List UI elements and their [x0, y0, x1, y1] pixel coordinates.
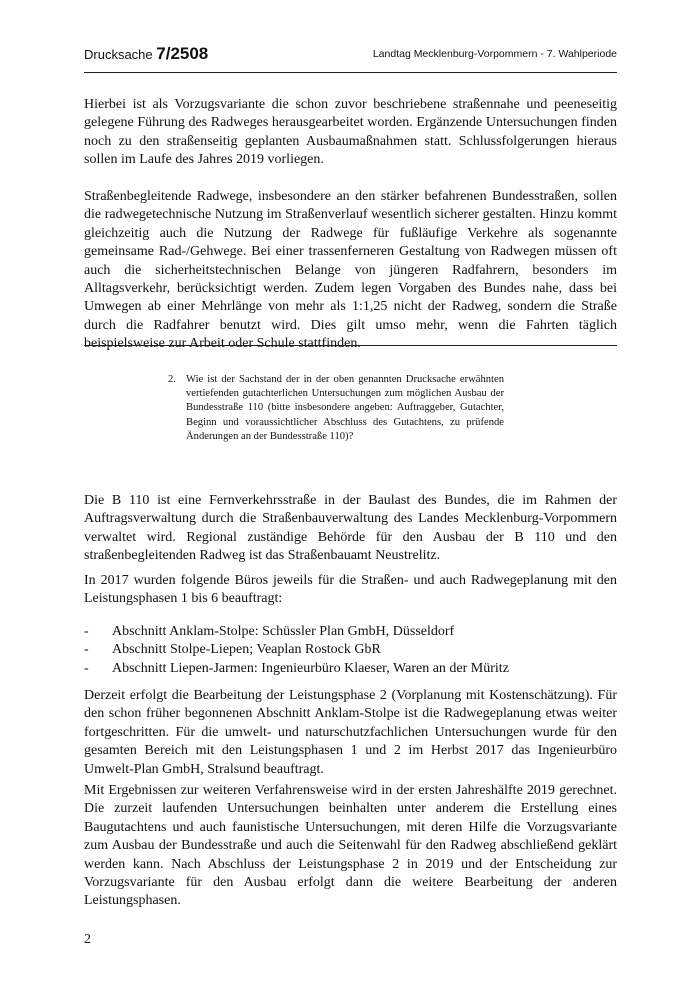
paragraph: Die B 110 ist eine Fernverkehrsstraße in der Baulast des Bundes, die im Rahmen der Auftragsverwaltung durch die Straßenbauverwaltung des Landes Mecklenburg-Vorpommern verwaltet wird. Regional zuständige Behörde für den Ausbau der B 110 und den straßenbegleitenden Radweg ist das Straßenbauamt Neustrelitz.: [84, 493, 617, 564]
paragraph: In 2017 wurden folgende Büros jeweils für die Straßen- und auch Radwegeplanung mit den Leistungsphasen 1 bis 6 beauftragt:: [84, 573, 617, 607]
question-block: [168, 373, 504, 444]
answer-paragraph-2: [84, 572, 617, 609]
question-text: Wie ist der Sachstand der in der oben genannten Drucksache erwähnten vertiefenden gutachterlichen Untersuchungen zum möglichen Ausbau der Bundesstraße 110 (bitte insbesondere angeben: Auftraggeber, Gutachter, Beginn und voraussichtlicher Abschluss des Gutachtens, zu prüfende Änderungen an der Bundesstraße 110)?: [186, 374, 504, 442]
answer-paragraph-4: [84, 782, 617, 911]
paragraph: Straßenbegleitende Radwege, insbesondere an den stärker befahrenen Bundesstraßen, sollen die radwegetechnische Nutzung im Straßenverlauf wesentlich sicherer gestalten. Hinzu kommt gleichzeitig auch die Nutzung der Radwege für fußläufige Verkehre als sogenannte gemeinsame Rad-/Gehwege. Bei einer trassenferneren Gestaltung von Radwegen müssen oft auch die sicherheitstechnischen Belange von jüngeren Radfahrern, besonders im Alltagsverkehr, berücksichtigt werden. Zudem legen Vorgaben des Bundes nahe, dass bei Umwegen ab einer Mehrlänge von mehr als 1:1,25 nicht der Radweg, sondern die Straße durch die Radfahrer benutzt wird. Dies gilt umso mehr, wenn die Fahrten täglich beispielsweise zur Arbeit oder Schule stattfinden.: [84, 189, 617, 352]
paragraph: Hierbei ist als Vorzugsvariante die schon zuvor beschriebene straßennahe und peeneseitig gelegene Führung des Radweges herausgearbeitet worden. Ergänzende Untersuchungen finden noch zu den straßenseitig geplanten Ausbaumaßnahmen statt. Schlussfolgerungen hieraus sollen im Laufe des Jahres 2019 vorliegen.: [84, 97, 617, 168]
paragraph: Derzeit erfolgt die Bearbeitung der Leistungsphase 2 (Vorplanung mit Kostenschätzung). Für den schon früher begonnenen Abschnitt Anklam-Stolpe ist die Radwegeplanung etwas weiter fortgeschritten. Für die umwelt- und naturschutzfachlichen Untersuchungen wurde für den gesamten Bereich mit den Leistungsphasen 1 und 2 im Herbst 2017 das Ingenieurbüro Umwelt-Plan GmbH, Stralsund beauftragt.: [84, 688, 617, 777]
list-item: - Abschnitt Liepen-Jarmen: Ingenieurbüro Klaeser, Waren an der Müritz: [84, 660, 617, 678]
list-item: - Abschnitt Stolpe-Liepen; Veaplan Rostock GbR: [84, 641, 617, 659]
answer-paragraph-3: [84, 687, 617, 779]
document-prefix: Drucksache: [84, 47, 153, 62]
section-divider: [84, 345, 617, 346]
office-list: [84, 623, 617, 678]
page-header: [84, 40, 617, 73]
answer-paragraph-1: [84, 492, 617, 566]
document-number: 7/2508: [156, 44, 209, 63]
intro-paragraph-1: [84, 96, 617, 170]
document-label: [84, 44, 208, 64]
page-number: 2: [84, 932, 91, 947]
question-number: 2.: [168, 374, 176, 385]
list-item: - Abschnitt Anklam-Stolpe: Schüssler Plan GmbH, Düsseldorf: [84, 623, 617, 641]
parliament-label: Landtag Mecklenburg-Vorpommern - 7. Wahlperiode: [372, 48, 617, 60]
paragraph: Mit Ergebnissen zur weiteren Verfahrensweise wird in der ersten Jahreshälfte 2019 gerechnet. Die zurzeit laufenden Untersuchungen beinhalten unter anderem die Erstellung eines Baugutachtens und auch faunistische Untersuchungen, mit deren Hilfe die Vorzugsvariante zum Ausbau der Bundesstraße und auch die Seitenwahl für den Radweg abschließend geklärt werden kann. Nach Abschluss der Leistungsphase 2 in 2019 und der Entscheidung zur Vorzugsvariante für den Ausbau erfolgt dann die weitere Bearbeitung der anderen Leistungsphasen.: [84, 783, 617, 909]
intro-paragraph-2: [84, 188, 617, 354]
